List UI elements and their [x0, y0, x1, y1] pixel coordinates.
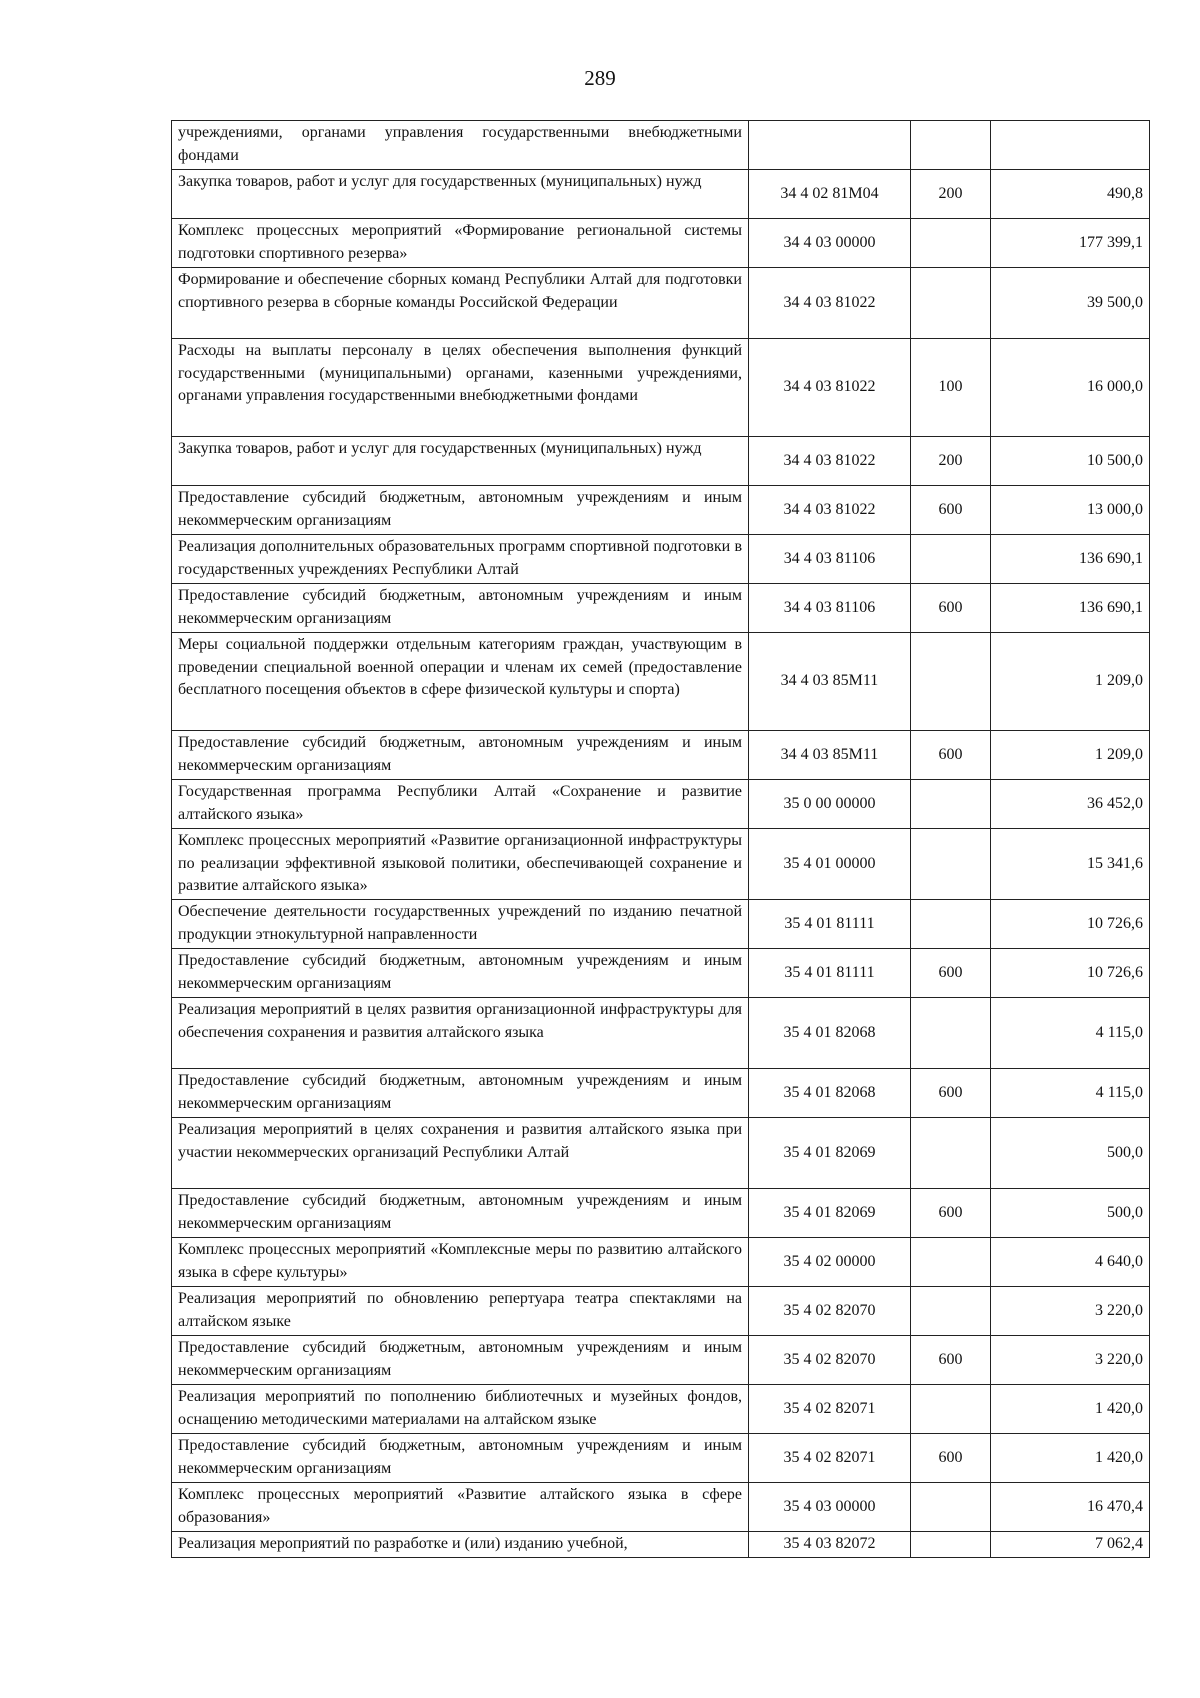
row-name-cell: Комплекс процессных мероприятий «Формирование региональной системы подготовки спортивного резерва» — [172, 219, 749, 268]
row-sum-cell: 4 115,0 — [991, 1069, 1150, 1118]
row-sum-cell: 15 341,6 — [991, 829, 1150, 900]
row-code-cell: 35 4 01 82068 — [749, 1069, 911, 1118]
row-code-cell: 34 4 02 81М04 — [749, 170, 911, 219]
row-type-cell — [911, 1532, 991, 1558]
row-name-cell: Предоставление субсидий бюджетным, автономным учреждениям и иным некоммерческим организациям — [172, 731, 749, 780]
row-sum-cell: 7 062,4 — [991, 1532, 1150, 1558]
row-type-cell — [911, 998, 991, 1069]
table-row — [172, 1189, 1150, 1238]
table-row — [172, 949, 1150, 998]
row-type-cell: 200 — [911, 437, 991, 486]
table-row — [172, 584, 1150, 633]
row-type-cell — [911, 900, 991, 949]
table-row — [172, 900, 1150, 949]
table-row — [172, 731, 1150, 780]
page-number: 289 — [584, 66, 616, 90]
row-type-cell: 600 — [911, 1069, 991, 1118]
row-sum-cell: 10 726,6 — [991, 900, 1150, 949]
row-code-cell: 34 4 03 85М11 — [749, 633, 911, 731]
row-sum-cell: 4 640,0 — [991, 1238, 1150, 1287]
table-row — [172, 1118, 1150, 1189]
table-row — [172, 1483, 1150, 1532]
row-sum-cell: 136 690,1 — [991, 535, 1150, 584]
row-name-cell: Реализация мероприятий по обновлению репертуара театра спектаклями на алтайском языке — [172, 1287, 749, 1336]
row-type-cell: 600 — [911, 949, 991, 998]
row-code-cell: 34 4 03 00000 — [749, 219, 911, 268]
row-code-cell: 35 4 03 00000 — [749, 1483, 911, 1532]
table-row — [172, 1434, 1150, 1483]
row-name-cell: Предоставление субсидий бюджетным, автономным учреждениям и иным некоммерческим организациям — [172, 584, 749, 633]
table-row — [172, 1069, 1150, 1118]
row-type-cell — [911, 829, 991, 900]
row-code-cell: 34 4 03 81022 — [749, 437, 911, 486]
row-name-cell: Предоставление субсидий бюджетным, автономным учреждениям и иным некоммерческим организациям — [172, 1434, 749, 1483]
row-name-cell: Предоставление субсидий бюджетным, автономным учреждениям и иным некоммерческим организациям — [172, 1069, 749, 1118]
row-sum-cell: 39 500,0 — [991, 268, 1150, 339]
table-row — [172, 829, 1150, 900]
row-type-cell — [911, 1118, 991, 1189]
table-row — [172, 1385, 1150, 1434]
row-type-cell: 600 — [911, 584, 991, 633]
table-row — [172, 1532, 1150, 1558]
row-type-cell — [911, 121, 991, 170]
row-sum-cell: 3 220,0 — [991, 1287, 1150, 1336]
row-code-cell: 34 4 03 81022 — [749, 486, 911, 535]
row-name-cell: Расходы на выплаты персоналу в целях обеспечения выполнения функций государственными (муниципальными) органами, казенными учреждениями, органами управления государственными внебюджетными фондами — [172, 339, 749, 437]
row-code-cell: 35 4 01 81111 — [749, 900, 911, 949]
table-row — [172, 339, 1150, 437]
row-name-cell: Предоставление субсидий бюджетным, автономным учреждениям и иным некоммерческим организациям — [172, 949, 749, 998]
row-name-cell: Реализация мероприятий в целях сохранения и развития алтайского языка при участии некоммерческих организаций Республики Алтай — [172, 1118, 749, 1189]
row-type-cell: 200 — [911, 170, 991, 219]
row-type-cell — [911, 268, 991, 339]
row-name-cell: Предоставление субсидий бюджетным, автономным учреждениям и иным некоммерческим организациям — [172, 486, 749, 535]
row-type-cell — [911, 1287, 991, 1336]
row-name-cell: учреждениями, органами управления государственными внебюджетными фондами — [172, 121, 749, 170]
row-code-cell: 35 4 01 82069 — [749, 1118, 911, 1189]
row-code-cell: 34 4 03 81022 — [749, 339, 911, 437]
row-code-cell: 34 4 03 81106 — [749, 584, 911, 633]
table-row — [172, 486, 1150, 535]
row-type-cell: 600 — [911, 1336, 991, 1385]
row-type-cell — [911, 780, 991, 829]
table-row — [172, 219, 1150, 268]
row-code-cell: 35 4 02 82070 — [749, 1287, 911, 1336]
row-name-cell: Государственная программа Республики Алтай «Сохранение и развитие алтайского языка» — [172, 780, 749, 829]
row-code-cell: 35 4 01 82068 — [749, 998, 911, 1069]
row-sum-cell: 10 500,0 — [991, 437, 1150, 486]
row-type-cell — [911, 219, 991, 268]
table-row — [172, 170, 1150, 219]
row-sum-cell: 13 000,0 — [991, 486, 1150, 535]
row-type-cell: 600 — [911, 1434, 991, 1483]
row-name-cell: Предоставление субсидий бюджетным, автономным учреждениям и иным некоммерческим организациям — [172, 1189, 749, 1238]
row-name-cell: Реализация дополнительных образовательных программ спортивной подготовки в государственных учреждениях Республики Алтай — [172, 535, 749, 584]
row-name-cell: Меры социальной поддержки отдельным категориям граждан, участвующим в проведении специальной военной операции и членам их семей (предоставление бесплатного посещения объектов в сфере физической культуры и спорта) — [172, 633, 749, 731]
row-name-cell: Закупка товаров, работ и услуг для государственных (муниципальных) нужд — [172, 437, 749, 486]
row-sum-cell: 4 115,0 — [991, 998, 1150, 1069]
table-row — [172, 1336, 1150, 1385]
row-code-cell: 34 4 03 81106 — [749, 535, 911, 584]
table-row — [172, 437, 1150, 486]
row-type-cell — [911, 1385, 991, 1434]
row-type-cell: 100 — [911, 339, 991, 437]
table-row — [172, 268, 1150, 339]
row-code-cell: 35 4 01 82069 — [749, 1189, 911, 1238]
row-type-cell: 600 — [911, 731, 991, 780]
row-sum-cell: 1 420,0 — [991, 1434, 1150, 1483]
row-sum-cell: 36 452,0 — [991, 780, 1150, 829]
row-type-cell: 600 — [911, 486, 991, 535]
row-code-cell: 35 4 02 00000 — [749, 1238, 911, 1287]
row-name-cell: Обеспечение деятельности государственных учреждений по изданию печатной продукции этнокультурной направленности — [172, 900, 749, 949]
row-code-cell: 35 0 00 00000 — [749, 780, 911, 829]
row-code-cell: 35 4 02 82071 — [749, 1385, 911, 1434]
table-row — [172, 998, 1150, 1069]
row-sum-cell: 16 470,4 — [991, 1483, 1150, 1532]
row-sum-cell: 16 000,0 — [991, 339, 1150, 437]
row-name-cell: Комплекс процессных мероприятий «Развитие алтайского языка в сфере образования» — [172, 1483, 749, 1532]
row-type-cell — [911, 1483, 991, 1532]
row-sum-cell: 1 420,0 — [991, 1385, 1150, 1434]
row-type-cell: 600 — [911, 1189, 991, 1238]
row-code-cell — [749, 121, 911, 170]
row-name-cell: Формирование и обеспечение сборных команд Республики Алтай для подготовки спортивного резерва в сборные команды Российской Федерации — [172, 268, 749, 339]
table-row — [172, 1238, 1150, 1287]
row-name-cell: Реализация мероприятий по разработке и (или) изданию учебной, — [172, 1532, 749, 1558]
row-name-cell: Комплекс процессных мероприятий «Развитие организационной инфраструктуры по реализации эффективной языковой политики, обеспечивающей сохранение и развитие алтайского языка» — [172, 829, 749, 900]
row-type-cell — [911, 535, 991, 584]
row-sum-cell: 500,0 — [991, 1118, 1150, 1189]
row-sum-cell: 177 399,1 — [991, 219, 1150, 268]
table-row — [172, 121, 1150, 170]
row-sum-cell: 3 220,0 — [991, 1336, 1150, 1385]
row-sum-cell: 10 726,6 — [991, 949, 1150, 998]
row-code-cell: 34 4 03 85М11 — [749, 731, 911, 780]
row-code-cell: 35 4 01 00000 — [749, 829, 911, 900]
row-name-cell: Реализация мероприятий по пополнению библиотечных и музейных фондов, оснащению методическими материалами на алтайском языке — [172, 1385, 749, 1434]
row-name-cell: Комплекс процессных мероприятий «Комплексные меры по развитию алтайского языка в сфере культуры» — [172, 1238, 749, 1287]
table-row — [172, 780, 1150, 829]
row-code-cell: 35 4 02 82070 — [749, 1336, 911, 1385]
row-code-cell: 35 4 01 81111 — [749, 949, 911, 998]
row-name-cell: Закупка товаров, работ и услуг для государственных (муниципальных) нужд — [172, 170, 749, 219]
row-sum-cell: 136 690,1 — [991, 584, 1150, 633]
table-row — [172, 535, 1150, 584]
row-type-cell — [911, 633, 991, 731]
row-sum-cell: 1 209,0 — [991, 731, 1150, 780]
table-row — [172, 633, 1150, 731]
table-row — [172, 1287, 1150, 1336]
row-sum-cell: 1 209,0 — [991, 633, 1150, 731]
table-body — [172, 121, 1150, 1558]
row-sum-cell — [991, 121, 1150, 170]
row-code-cell: 35 4 03 82072 — [749, 1532, 911, 1558]
budget-table — [171, 120, 1150, 1558]
row-code-cell: 35 4 02 82071 — [749, 1434, 911, 1483]
row-name-cell: Предоставление субсидий бюджетным, автономным учреждениям и иным некоммерческим организациям — [172, 1336, 749, 1385]
row-sum-cell: 490,8 — [991, 170, 1150, 219]
row-sum-cell: 500,0 — [991, 1189, 1150, 1238]
row-code-cell: 34 4 03 81022 — [749, 268, 911, 339]
row-name-cell: Реализация мероприятий в целях развития организационной инфраструктуры для обеспечения сохранения и развития алтайского языка — [172, 998, 749, 1069]
row-type-cell — [911, 1238, 991, 1287]
